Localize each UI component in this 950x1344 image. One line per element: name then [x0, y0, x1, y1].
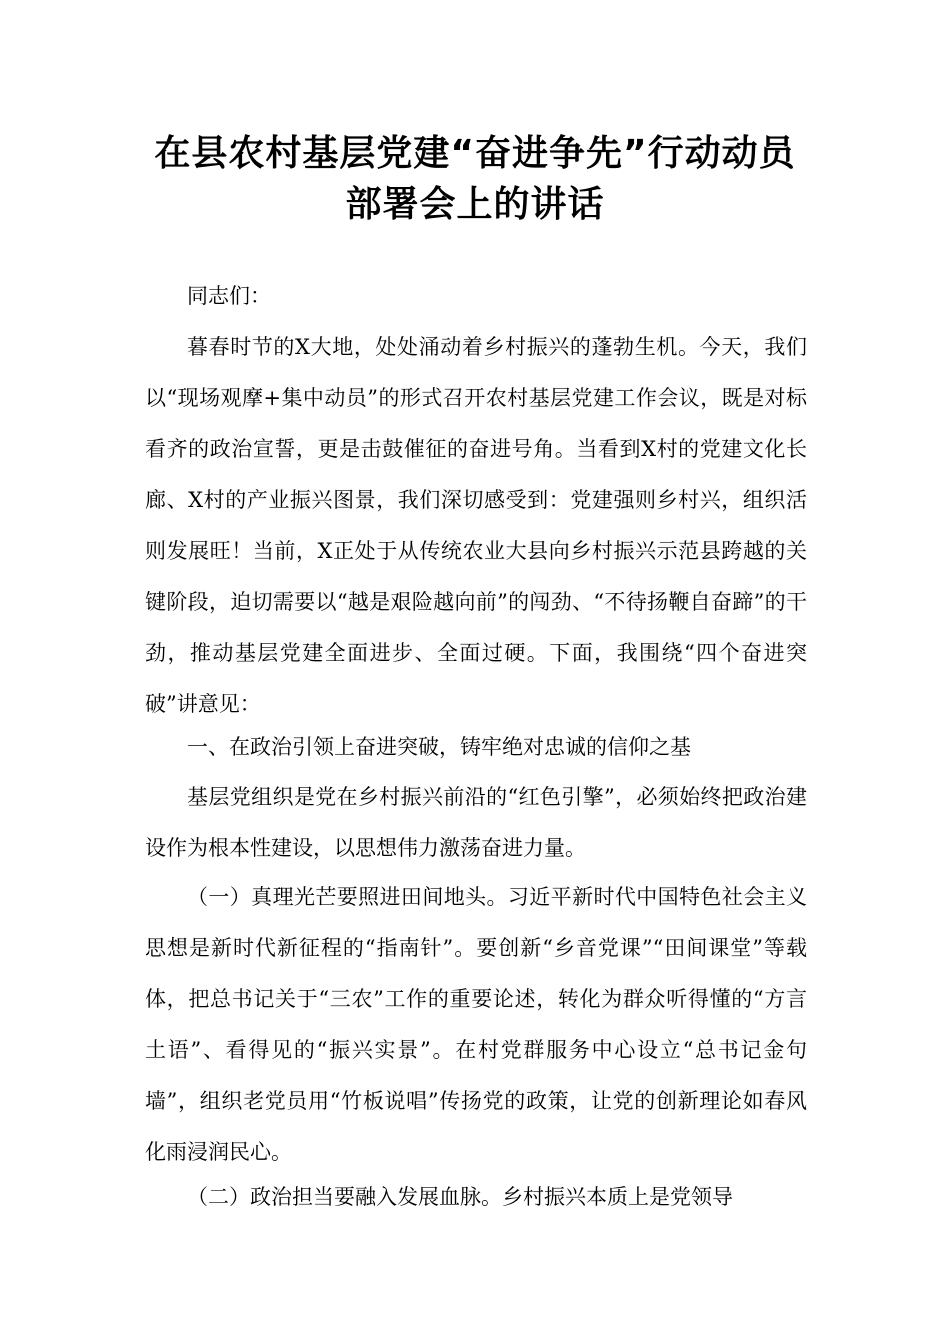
subsection2-paragraph: （二）政治担当要融入发展血脉。乡村振兴本质上是党领导 — [187, 1185, 733, 1209]
document-title-line2: 部署会上的讲话 — [345, 184, 605, 225]
document-title-line1: 在县农村基层党建“奋进争先”行动动员 — [154, 133, 796, 174]
intro-paragraph: 暮春时节的X大地，处处涌动着乡村振兴的蓬勃生机。今天，我们以“现场观摩+集中动员”的形式召开农村基层党建工作会议，既是对标看齐的政治宣誓，更是击鼓催征的奋进号角。当看到X村的党建文化长廊、X村的产业振兴图景，我们深切感受到：党建强则乡村兴，组织活则发展旺！当前，X正处于从传统农业大县向乡村振兴示范县跨越的关键阶段，迫切需要以“越是艰险越向前”的闯劲、“不待扬鞭自奋蹄”的干劲，推动基层党建全面进步、全面过硬。下面，我围绕“四个奋进突破”讲意见： — [145, 335, 807, 716]
section1-body: 基层党组织是党在乡村振兴前沿的“红色引擎”，必须始终把政治建设作为根本性建设，以思想伟力激荡奋进力量。 — [145, 785, 807, 860]
subsection1-paragraph: （一）真理光芒要照进田间地头。习近平新时代中国特色社会主义思想是新时代新征程的“指南针”。要创新“乡音党课”“田间课堂”等载体，把总书记关于“三农”工作的重要论述，转化为群众听得懂的“方言土语”、看得见的“振兴实景”。在村党群服务中心设立“总书记金句墙”，组织老党员用“竹板说唱”传扬党的政策，让党的创新理论如春风化雨浸润民心。 — [145, 885, 807, 1164]
section1-heading: 一、在政治引领上奋进突破，铸牢绝对忠诚的信仰之基 — [187, 735, 691, 759]
greeting: 同志们： — [187, 284, 271, 308]
